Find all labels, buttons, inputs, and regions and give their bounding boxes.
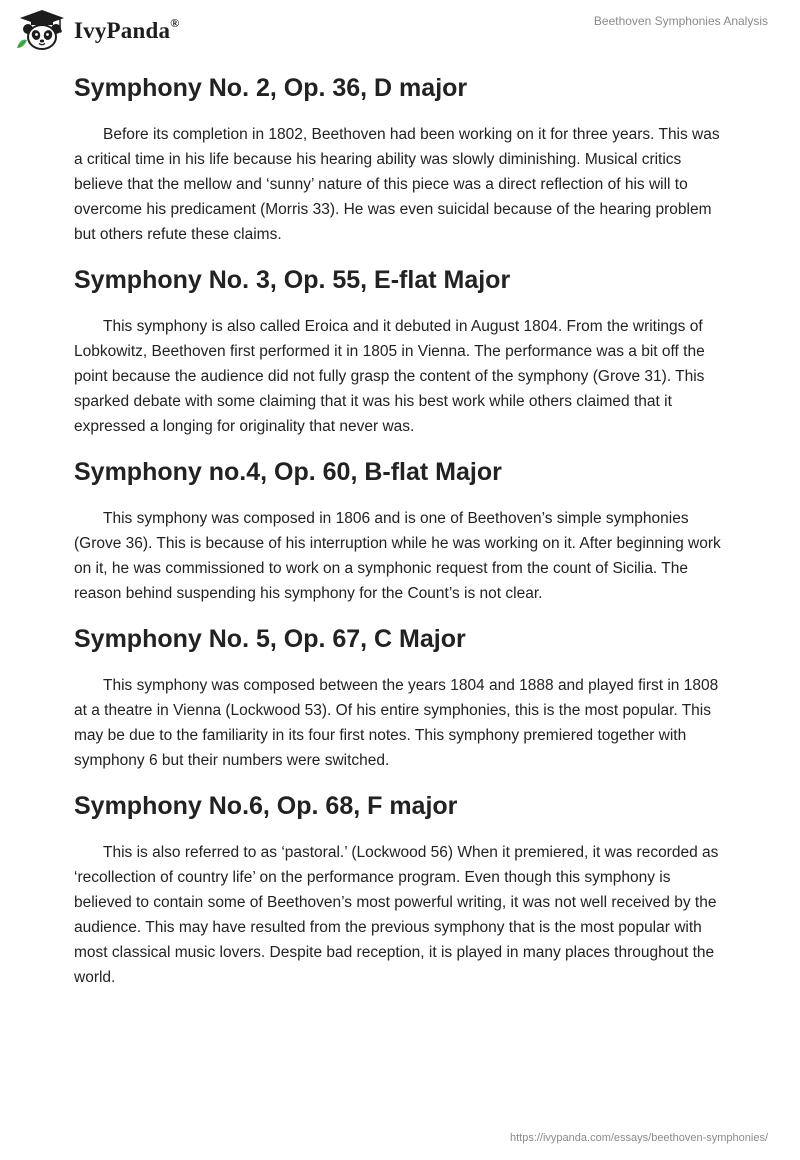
ivypanda-logo[interactable]: [14, 8, 179, 52]
logo-wordmark: [74, 18, 179, 44]
section-heading: Symphony no.4, Op. 60, B-flat Major: [74, 458, 502, 486]
essay-content: [74, 70, 730, 990]
section-symphony-5: [74, 621, 730, 773]
logo-text: IvyPanda: [74, 18, 171, 43]
section-heading: Symphony No. 3, Op. 55, E-flat Major: [74, 266, 511, 294]
document-title: Beethoven Symphonies Analysis: [593, 14, 768, 28]
section-symphony-3: [74, 262, 730, 439]
section-paragraph: This symphony was composed between the years 1804 and 1888 and played first in 1808 at a theatre in Vienna (Lockwood 53). Of his entire symphonies, this is the most popular. This may be due to the familiarity in its four first notes. This symphony premiered together with symphony 6 but their numbers were switched.: [74, 677, 719, 769]
registered-mark: ®: [170, 16, 180, 31]
panda-graduate-icon: [14, 8, 70, 52]
section-symphony-2: [74, 70, 730, 247]
section-heading: Symphony No. 2, Op. 36, D major: [74, 74, 468, 102]
section-heading: Symphony No. 5, Op. 67, C Major: [74, 625, 466, 653]
source-url-link[interactable]: https://ivypanda.com/essays/beethoven-symphonies/: [509, 1132, 768, 1144]
section-paragraph: This is also referred to as ‘pastoral.’ (Lockwood 56) When it premiered, it was recorded as ‘recollection of country life’ on the performance program. Even though this symphony is believed to contain some of Beethoven’s most powerful writing, it was not well received by the audience. This may have resulted from the previous symphony that is the most popular with most classical music lovers. Despite bad reception, it is played in many places throughout the world.: [74, 844, 719, 986]
page-header: [0, 0, 800, 60]
section-symphony-4: [74, 454, 730, 606]
section-paragraph: This symphony is also called Eroica and it debuted in August 1804. From the writings of Lobkowitz, Beethoven first performed it in 1805 in Vienna. The performance was a bit off the point because the audience did not fully grasp the content of the symphony (Grove 31). This sparked debate with some claiming that it was his best work while others claimed that it expressed a longing for originality that never was.: [74, 318, 705, 435]
section-heading: Symphony No.6, Op. 68, F major: [74, 792, 458, 820]
section-paragraph: This symphony was composed in 1806 and is one of Beethoven’s simple symphonies (Grove 36). This is because of his interruption while he was working on it. After beginning work on it, he was commissioned to work on a symphonic request from the count of Sicilia. The reason behind suspending his symphony for the Count’s is not clear.: [74, 510, 721, 602]
section-symphony-6: [74, 788, 730, 990]
section-paragraph: Before its completion in 1802, Beethoven had been working on it for three years. This was a critical time in his life because his hearing ability was slowly diminishing. Musical critics believe that the mellow and ‘sunny’ nature of this piece was a direct reflection of his will to overcome his predicament (Morris 33). He was even suicidal because of the hearing problem but others refute these claims.: [74, 126, 720, 243]
